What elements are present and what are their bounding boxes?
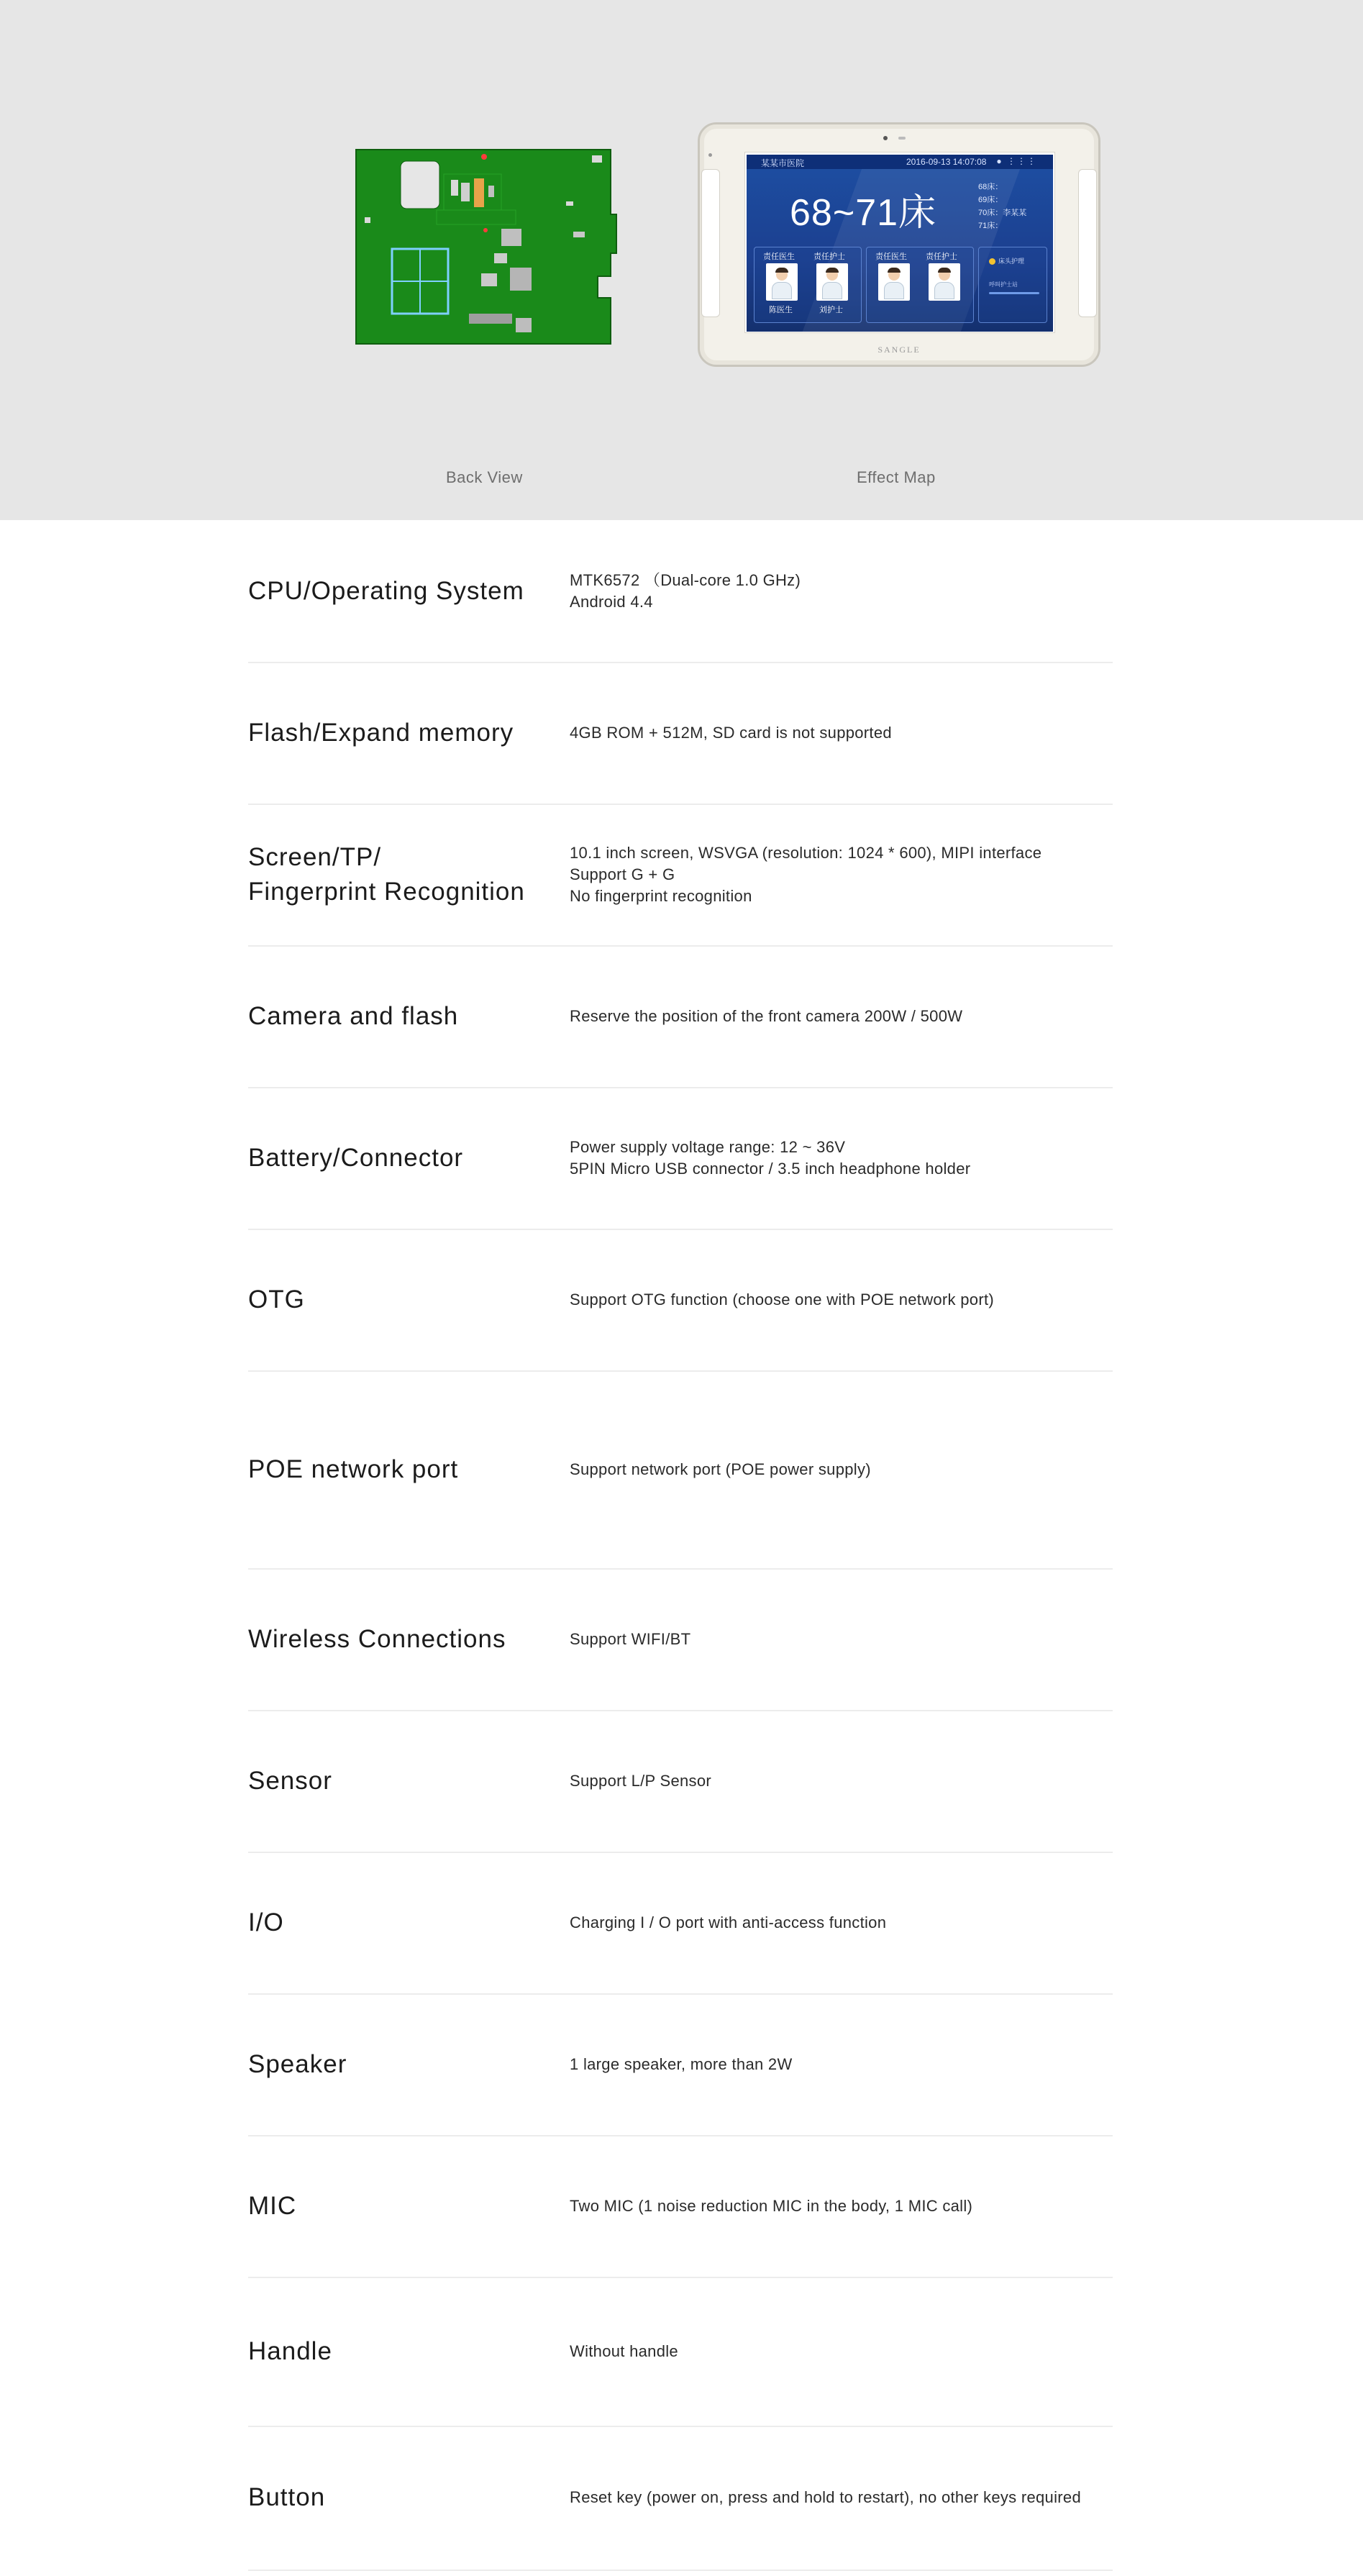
spec-value-line: MTK6572 （Dual-core 1.0 GHz)	[570, 570, 801, 589]
spec-label	[248, 1283, 305, 1317]
care-card-2	[866, 247, 974, 323]
spec-value-line: Support WIFI/BT	[570, 1629, 691, 1648]
spec-value-line: Support G + G	[570, 865, 675, 883]
bell-icon	[989, 258, 995, 265]
spec-value	[570, 570, 801, 613]
bed-list-item: 68床：	[978, 183, 1003, 191]
spec-label	[248, 840, 525, 909]
back-view-caption: Back View	[446, 468, 523, 486]
spec-row	[248, 1568, 1113, 1710]
spec-value-line: 4GB ROM + 512M, SD card is not supported	[570, 723, 892, 742]
spec-value-line: 10.1 inch screen, WSVGA (resolution: 1024 * 600), MIPI interface	[570, 843, 1042, 862]
spec-row	[248, 1229, 1113, 1370]
spec-value-line: Reset key (power on, press and hold to restart), no other keys required	[570, 2488, 1081, 2506]
spec-row	[248, 1370, 1113, 1568]
spec-label-line: POE network port	[248, 1455, 459, 1483]
spec-row	[248, 1852, 1113, 1993]
spec-value-line: No fingerprint recognition	[570, 886, 752, 905]
spec-label	[248, 574, 524, 609]
tablet-right-grip	[1078, 169, 1097, 317]
spec-value	[570, 1459, 871, 1480]
screen-topbar	[747, 155, 1053, 169]
spec-value	[570, 1137, 970, 1180]
nurse-name: 刘护士	[819, 306, 843, 314]
role-label: 责任护士	[926, 252, 957, 261]
bed-list-item: 70床：李某某	[978, 209, 1027, 217]
nurse-avatar	[816, 263, 848, 301]
nurse-call-sub: 呼叫护士站	[989, 281, 1018, 288]
spec-value-line: Support L/P Sensor	[570, 1771, 712, 1790]
spec-value	[570, 2487, 1081, 2508]
spec-label-line: Button	[248, 2483, 326, 2511]
spec-row	[248, 945, 1113, 1087]
spec-value	[570, 2054, 793, 2075]
status-icons: ● ⋮⋮⋮	[996, 156, 1037, 166]
spec-value	[570, 2195, 972, 2217]
bed-list	[978, 181, 1026, 232]
doctor-name: 陈医生	[769, 306, 793, 314]
spec-label-line: CPU/Operating System	[248, 576, 524, 605]
effect-map-caption: Effect Map	[857, 468, 936, 486]
spec-label	[248, 2047, 347, 2082]
spec-row	[248, 1087, 1113, 1229]
spec-label-line: Screen/TP/	[248, 842, 382, 871]
tablet-left-grip	[701, 169, 720, 317]
spec-value	[570, 842, 1041, 907]
spec-label-line: Battery/Connector	[248, 1143, 464, 1172]
nurse-avatar	[929, 263, 960, 301]
spec-label	[248, 999, 458, 1034]
spec-row	[248, 2277, 1113, 2426]
spec-value-line: Support OTG function (choose one with POE network port)	[570, 1290, 994, 1309]
role-label: 责任医生	[875, 252, 907, 261]
row-divider	[248, 2570, 1113, 2571]
spec-row	[248, 1710, 1113, 1852]
role-label: 责任护士	[813, 252, 845, 261]
spec-row	[248, 662, 1113, 804]
spec-value	[570, 1629, 690, 1650]
spec-value-line: Charging I / O port with anti-access function	[570, 1913, 887, 1931]
front-camera-icon	[883, 136, 888, 140]
spec-label	[248, 1452, 458, 1487]
spec-row	[248, 1993, 1113, 2135]
spec-value-line: Support network port (POE power supply)	[570, 1460, 871, 1478]
spec-row	[248, 520, 1113, 662]
beds-range: 68~71床	[790, 192, 937, 234]
spec-value	[570, 1770, 711, 1792]
spec-value-line: Without handle	[570, 2341, 678, 2360]
indicator-led	[708, 153, 712, 157]
spec-label-line: OTG	[248, 1285, 305, 1314]
bed-list-item: 69床：	[978, 196, 1003, 204]
call-progress-bar	[989, 292, 1039, 294]
tablet-effect-map-image	[698, 122, 1100, 367]
hero-section	[0, 0, 1363, 520]
spec-row	[248, 804, 1113, 945]
spec-label	[248, 716, 514, 750]
spec-label	[248, 2189, 296, 2224]
spec-value-line: Two MIC (1 noise reduction MIC in the body, 1 MIC call)	[570, 2196, 973, 2215]
spec-value	[570, 1006, 962, 1027]
spec-label	[248, 1764, 332, 1798]
spec-value-line: Android 4.4	[570, 592, 653, 611]
spec-label-line: Flash/Expand memory	[248, 718, 514, 747]
sensor-icon	[898, 137, 906, 140]
doctor-avatar	[766, 263, 798, 301]
spec-row	[248, 2426, 1113, 2570]
spec-value	[570, 722, 892, 744]
nurse-call-label: 床头护理	[989, 256, 1024, 265]
spec-label	[248, 1622, 506, 1657]
spec-value	[570, 1912, 886, 1934]
care-card-1	[754, 247, 862, 323]
spec-label-line: Speaker	[248, 2049, 347, 2078]
spec-label-line: Handle	[248, 2336, 332, 2365]
nurse-call-card	[978, 247, 1047, 323]
spec-label	[248, 1906, 284, 1940]
spec-row	[248, 2135, 1113, 2277]
doctor-avatar	[878, 263, 910, 301]
spec-value-line: 1 large speaker, more than 2W	[570, 2054, 793, 2073]
spec-value-line: Power supply voltage range: 12 ~ 36V	[570, 1137, 846, 1156]
spec-label	[248, 2480, 325, 2515]
spec-label-line: Wireless Connections	[248, 1624, 506, 1653]
screen-datetime: 2016-09-13 14:07:08	[906, 157, 987, 167]
spec-label-line: Fingerprint Recognition	[248, 877, 525, 906]
spec-value	[570, 1289, 994, 1311]
tablet-screen	[747, 155, 1053, 332]
spec-label-line: Sensor	[248, 1766, 332, 1795]
spec-label-line: MIC	[248, 2191, 297, 2220]
spec-label	[248, 2334, 332, 2369]
spec-value-line: Reserve the position of the front camera 200W / 500W	[570, 1006, 963, 1025]
spec-label	[248, 1141, 463, 1175]
spec-value-line: 5PIN Micro USB connector / 3.5 inch headphone holder	[570, 1159, 971, 1178]
hospital-name: 某某市医院	[761, 158, 805, 168]
spec-label-line: Camera and flash	[248, 1001, 459, 1030]
bed-list-item: 71床：	[978, 222, 1003, 230]
spec-label-line: I/O	[248, 1908, 284, 1936]
spec-value	[570, 2341, 678, 2362]
pcb-back-view-image	[350, 145, 620, 348]
brand-logo: SANGLE	[877, 345, 921, 355]
role-label: 责任医生	[763, 252, 795, 261]
